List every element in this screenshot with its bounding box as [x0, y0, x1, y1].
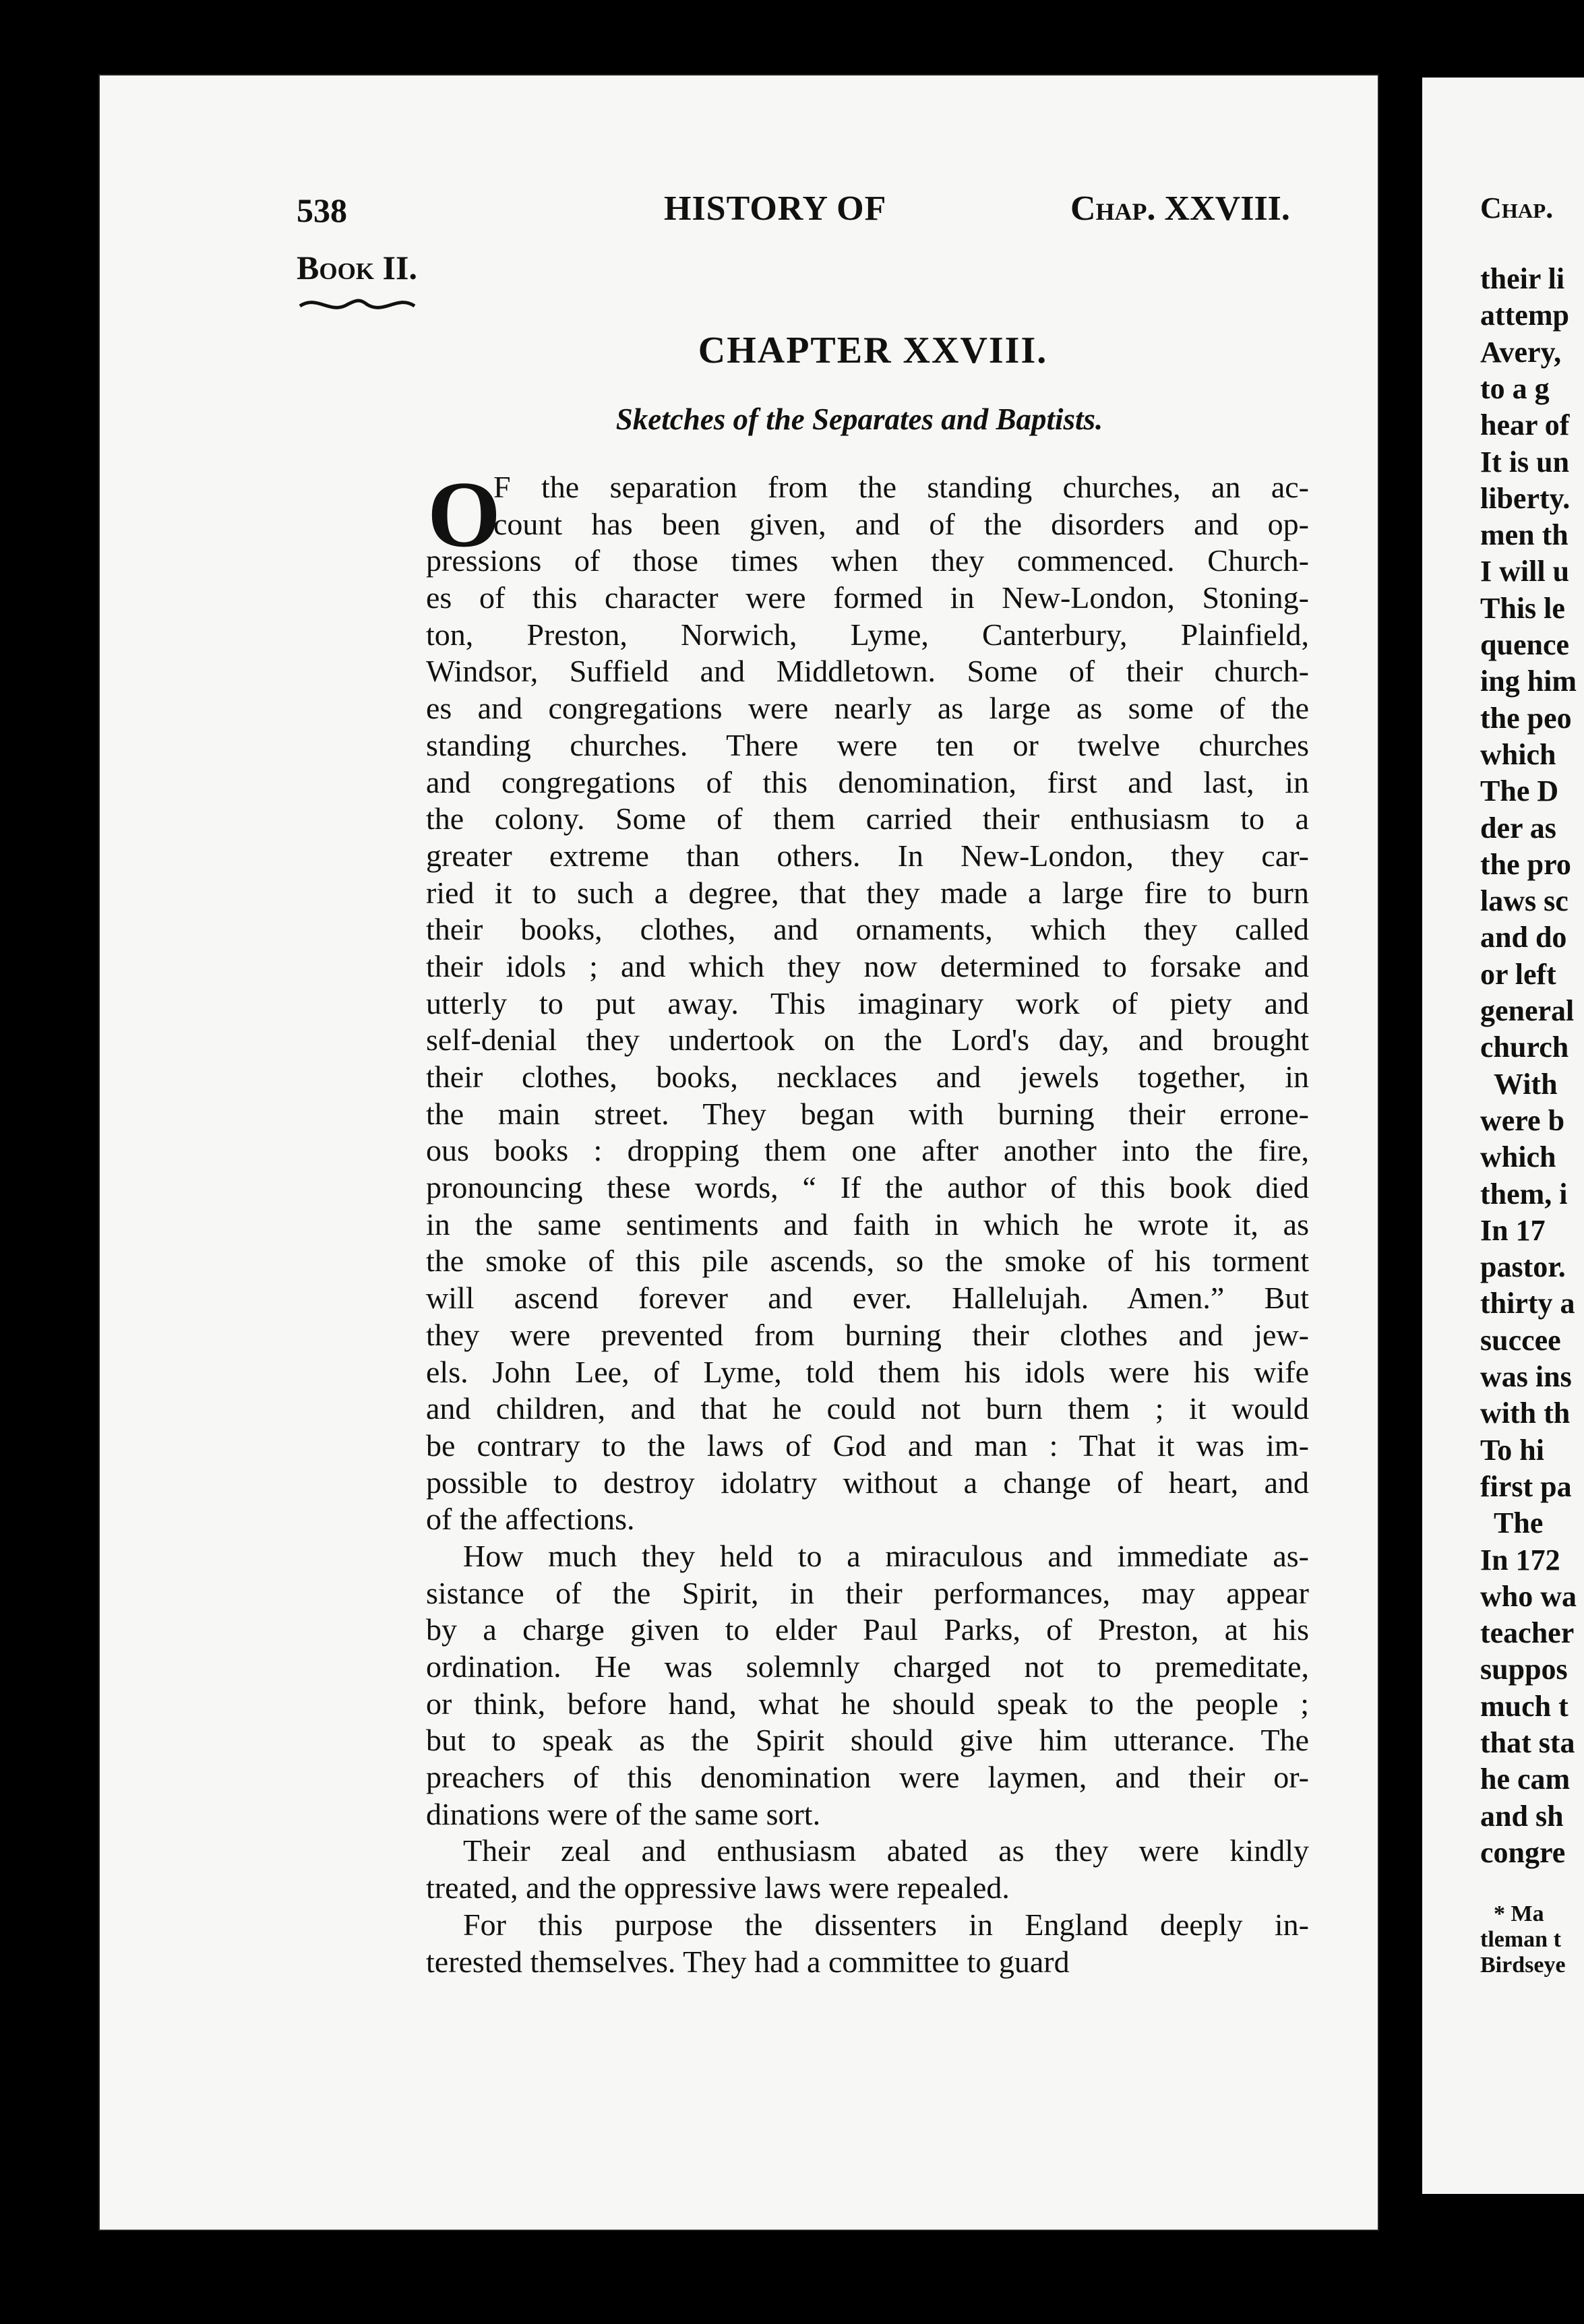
text-line: preachers of this denomination were laymen, and their or-: [426, 1760, 1309, 1795]
facing-page-line: laws sc: [1480, 884, 1568, 918]
text-line: and children, and that he could not burn them ; it would: [426, 1391, 1309, 1426]
facing-page-footnote-line: * Ma: [1494, 1901, 1544, 1927]
text-line: treated, and the oppressive laws were repealed.: [426, 1870, 1010, 1905]
text-line: their idols ; and which they now determined to forsake and: [426, 948, 1309, 983]
facing-page-line: or left: [1480, 957, 1556, 991]
chapter-subheading: Sketches of the Separates and Baptists.: [615, 402, 1103, 436]
facing-page-line: first pa: [1480, 1469, 1572, 1503]
facing-page-line: them, i: [1480, 1177, 1568, 1211]
text-line: For this purpose the dissenters in England deeply in-: [463, 1907, 1309, 1942]
running-chapter: Chap. XXVIII.: [1070, 189, 1290, 228]
facing-page-line: This le: [1480, 591, 1565, 625]
facing-page-header: Chap.: [1480, 191, 1554, 224]
facing-page-line: To hi: [1480, 1433, 1545, 1467]
facing-page-line: der as: [1480, 811, 1556, 845]
facing-page-line: In 172: [1480, 1543, 1560, 1577]
flourish-ornament: [297, 291, 418, 318]
text-line: and congregations of this denomination, first and last, in: [426, 764, 1309, 799]
text-line: but to speak as the Spirit should give him utterance. The: [426, 1723, 1309, 1758]
facing-page-line: general: [1480, 994, 1575, 1027]
facing-page-line: I will u: [1480, 555, 1570, 588]
facing-page-footnote-line: Birdseye: [1480, 1953, 1566, 1978]
chapter-heading: CHAPTER XXVIII.: [698, 330, 1048, 371]
facing-page-line: attemp: [1480, 299, 1569, 332]
facing-page-line: Avery,: [1480, 335, 1562, 369]
running-title: HISTORY OF: [664, 189, 887, 228]
facing-page-line: men th: [1480, 518, 1568, 552]
facing-page-line: much t: [1480, 1689, 1568, 1723]
text-line: count has been given, and of the disorders and op-: [493, 506, 1309, 541]
text-line: the smoke of this pile ascends, so the smoke of his torment: [426, 1244, 1309, 1279]
text-line: the main street. They began with burning their errone-: [426, 1096, 1309, 1131]
text-line: How much they held to a miraculous and immediate as-: [463, 1538, 1309, 1573]
text-line: will ascend forever and ever. Hallelujah. Amen.” But: [426, 1281, 1309, 1316]
text-line: they were prevented from burning their clothes and jew-: [426, 1317, 1309, 1352]
text-line: standing churches. There were ten or twelve churches: [426, 727, 1309, 762]
body-text: [426, 462, 1309, 1980]
text-line: by a charge given to elder Paul Parks, of Preston, at his: [426, 1612, 1309, 1647]
text-line: be contrary to the laws of God and man : That it was im-: [426, 1428, 1309, 1463]
facing-page-line: congre: [1480, 1835, 1566, 1869]
facing-page-line: suppos: [1480, 1653, 1568, 1686]
text-line: in the same sentiments and faith in which he wrote it, as: [426, 1206, 1309, 1242]
text-line: or think, before hand, what he should speak to the people ;: [426, 1686, 1309, 1721]
facing-page-line: teacher: [1480, 1616, 1575, 1650]
facing-page-line: liberty.: [1480, 481, 1571, 515]
drop-cap: O: [427, 462, 501, 567]
facing-page-line: with th: [1480, 1397, 1571, 1430]
facing-page-line: which: [1480, 737, 1556, 771]
text-line: utterly to put away. This imaginary work of piety and: [426, 985, 1309, 1020]
text-line: sistance of the Spirit, in their performances, may appear: [426, 1575, 1309, 1610]
text-line: ried it to such a degree, that they made a large fire to burn: [426, 875, 1309, 910]
facing-page-line: and do: [1480, 921, 1567, 954]
text-line: pronouncing these words, “ If the author of this book died: [426, 1170, 1309, 1205]
text-line: of the affections.: [426, 1502, 635, 1537]
facing-page-line: quence: [1480, 628, 1569, 661]
facing-page-line: ing him: [1480, 665, 1577, 698]
facing-page-line: which: [1480, 1140, 1556, 1174]
facing-page-line: With: [1494, 1067, 1558, 1101]
text-line: pressions of those times when they commenced. Church-: [426, 543, 1309, 578]
facing-page-line: thirty a: [1480, 1287, 1575, 1320]
facing-page-line: to a g: [1480, 371, 1550, 405]
text-line: Windsor, Suffield and Middletown. Some of their church-: [426, 654, 1309, 689]
text-line: the colony. Some of them carried their enthusiasm to a: [426, 801, 1309, 836]
text-line: dinations were of the same sort.: [426, 1796, 821, 1831]
book-sidenote: Book II.: [297, 249, 417, 286]
text-line: terested themselves. They had a committee to guard: [426, 1944, 1070, 1979]
facing-page-line: that sta: [1480, 1726, 1575, 1759]
text-line: their clothes, books, necklaces and jewels together, in: [426, 1060, 1309, 1094]
facing-page-line: was ins: [1480, 1360, 1572, 1393]
facing-page-line: were b: [1480, 1103, 1565, 1137]
facing-page-line: hear of: [1480, 408, 1570, 442]
facing-page-line: the pro: [1480, 847, 1571, 881]
text-line: Their zeal and enthusiasm abated as they were kindly: [463, 1833, 1309, 1868]
facing-page-line: The: [1494, 1506, 1544, 1540]
text-line: ordination. He was solemnly charged not to premeditate,: [426, 1649, 1309, 1684]
facing-page-line: The D: [1480, 774, 1559, 808]
facing-page-line: and sh: [1480, 1799, 1564, 1833]
facing-page-line: In 17: [1480, 1213, 1546, 1247]
text-line: greater extreme than others. In New-London, they car-: [426, 838, 1309, 873]
text-line: their books, clothes, and ornaments, which they called: [426, 912, 1309, 947]
facing-page-line: It is un: [1480, 445, 1570, 479]
text-line: self-denial they undertook on the Lord's day, and brought: [426, 1022, 1309, 1058]
facing-page-line: their li: [1480, 262, 1565, 295]
facing-page-line: pastor.: [1480, 1250, 1566, 1284]
text-line: els. John Lee, of Lyme, told them his idols were his wife: [426, 1354, 1309, 1389]
text-line: ton, Preston, Norwich, Lyme, Canterbury, Plainfield,: [426, 617, 1309, 652]
text-line: possible to destroy idolatry without a change of heart, and: [426, 1465, 1309, 1500]
text-line: ous books : dropping them one after another into the fire,: [426, 1133, 1309, 1168]
facing-page-footnote-line: tleman t: [1480, 1927, 1561, 1953]
facing-page-line: the peo: [1480, 701, 1572, 735]
facing-page-line: succee: [1480, 1323, 1561, 1357]
page-number: 538: [297, 191, 347, 229]
facing-page-line: he cam: [1480, 1763, 1571, 1796]
text-line: es and congregations were nearly as large as some of the: [426, 691, 1309, 726]
facing-page-line: church: [1480, 1031, 1569, 1064]
text-line: es of this character were formed in New-London, Stoning-: [426, 580, 1309, 615]
facing-page-line: who wa: [1480, 1579, 1577, 1613]
text-line: F the separation from the standing churches, an ac-: [493, 470, 1309, 504]
